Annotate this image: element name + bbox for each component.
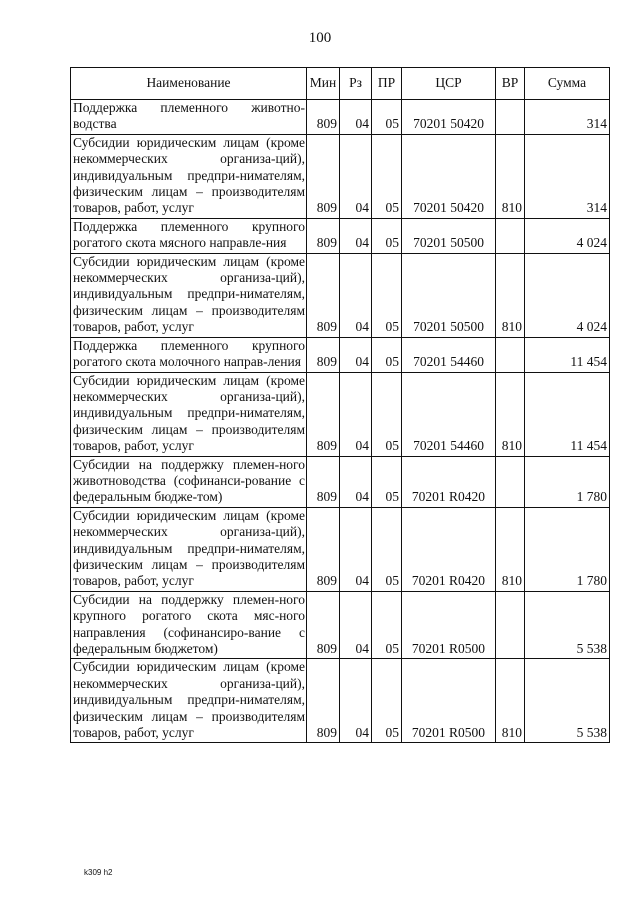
- page-number: 100: [308, 30, 332, 46]
- cell-vr: [496, 337, 525, 372]
- cell-csr: 70201 R0420: [402, 456, 496, 507]
- table-row: [71, 253, 610, 337]
- cell-name: Поддержка племенного крупного рогатого скота молочного направ-ления: [71, 337, 307, 372]
- cell-rz: 04: [340, 507, 372, 591]
- cell-pr: 05: [372, 218, 402, 253]
- cell-pr: 05: [372, 372, 402, 456]
- header-rz: Рз: [340, 68, 372, 100]
- cell-sum: 314: [525, 100, 610, 135]
- cell-csr: 70201 50500: [402, 253, 496, 337]
- cell-vr: [496, 100, 525, 135]
- cell-pr: 05: [372, 337, 402, 372]
- cell-min: 809: [307, 507, 340, 591]
- header-pr: ПР: [372, 68, 402, 100]
- cell-pr: 05: [372, 591, 402, 659]
- cell-csr: 70201 R0500: [402, 591, 496, 659]
- cell-min: 809: [307, 218, 340, 253]
- cell-min: 809: [307, 134, 340, 218]
- table-row: [71, 337, 610, 372]
- table-row: [71, 456, 610, 507]
- cell-vr: [496, 218, 525, 253]
- budget-table: [70, 67, 610, 743]
- cell-sum: 1 780: [525, 456, 610, 507]
- table-row: [71, 507, 610, 591]
- cell-sum: 5 538: [525, 591, 610, 659]
- cell-csr: 70201 50500: [402, 218, 496, 253]
- table-row: [71, 372, 610, 456]
- header-min: Мин: [307, 68, 340, 100]
- cell-rz: 04: [340, 659, 372, 743]
- cell-csr: 70201 54460: [402, 337, 496, 372]
- cell-vr: 810: [496, 372, 525, 456]
- cell-pr: 05: [372, 507, 402, 591]
- cell-pr: 05: [372, 456, 402, 507]
- cell-csr: 70201 50420: [402, 100, 496, 135]
- cell-min: 809: [307, 456, 340, 507]
- cell-min: 809: [307, 372, 340, 456]
- cell-sum: 11 454: [525, 372, 610, 456]
- header-sum: Сумма: [525, 68, 610, 100]
- table-row: [71, 100, 610, 135]
- cell-sum: 11 454: [525, 337, 610, 372]
- cell-csr: 70201 R0500: [402, 659, 496, 743]
- cell-vr: 810: [496, 134, 525, 218]
- table-row: [71, 218, 610, 253]
- cell-vr: 810: [496, 659, 525, 743]
- cell-vr: 810: [496, 253, 525, 337]
- cell-min: 809: [307, 591, 340, 659]
- cell-min: 809: [307, 253, 340, 337]
- table-row: [71, 659, 610, 743]
- cell-sum: 314: [525, 134, 610, 218]
- header-csr: ЦСР: [402, 68, 496, 100]
- cell-rz: 04: [340, 253, 372, 337]
- cell-pr: 05: [372, 134, 402, 218]
- table-header-row: [71, 68, 610, 100]
- cell-csr: 70201 54460: [402, 372, 496, 456]
- cell-vr: 810: [496, 507, 525, 591]
- cell-rz: 04: [340, 337, 372, 372]
- cell-pr: 05: [372, 659, 402, 743]
- cell-rz: 04: [340, 100, 372, 135]
- cell-rz: 04: [340, 134, 372, 218]
- cell-name: Субсидии на поддержку племен-ного животноводства (софинанси-рование с федеральным бюдже-том): [71, 456, 307, 507]
- cell-min: 809: [307, 100, 340, 135]
- cell-name: Поддержка племенного крупного рогатого скота мясного направле-ния: [71, 218, 307, 253]
- cell-vr: [496, 591, 525, 659]
- cell-rz: 04: [340, 372, 372, 456]
- document-code: k309 h2: [84, 868, 113, 877]
- cell-pr: 05: [372, 100, 402, 135]
- header-vr: ВР: [496, 68, 525, 100]
- cell-name: Поддержка племенного животно-водства: [71, 100, 307, 135]
- cell-vr: [496, 456, 525, 507]
- cell-name: Субсидии юридическим лицам (кроме некоммерческих организа-ций), индивидуальным предпри-нимателям, физическим лицам – производителям товаров, работ, услуг: [71, 659, 307, 743]
- cell-name: Субсидии юридическим лицам (кроме некоммерческих организа-ций), индивидуальным предпри-нимателям, физическим лицам – производителям товаров, работ, услуг: [71, 507, 307, 591]
- cell-sum: 5 538: [525, 659, 610, 743]
- cell-name: Субсидии на поддержку племен-ного крупного рогатого скота мяс-ного направления (софинансиро-вание с федеральным бюджетом): [71, 591, 307, 659]
- cell-csr: 70201 50420: [402, 134, 496, 218]
- cell-min: 809: [307, 337, 340, 372]
- table-row: [71, 134, 610, 218]
- cell-rz: 04: [340, 591, 372, 659]
- cell-name: Субсидии юридическим лицам (кроме некоммерческих организа-ций), индивидуальным предпри-нимателям, физическим лицам – производителям товаров, работ, услуг: [71, 253, 307, 337]
- cell-sum: 1 780: [525, 507, 610, 591]
- cell-name: Субсидии юридическим лицам (кроме некоммерческих организа-ций), индивидуальным предпри-нимателям, физическим лицам – производителям товаров, работ, услуг: [71, 134, 307, 218]
- cell-rz: 04: [340, 456, 372, 507]
- cell-rz: 04: [340, 218, 372, 253]
- cell-csr: 70201 R0420: [402, 507, 496, 591]
- cell-pr: 05: [372, 253, 402, 337]
- cell-sum: 4 024: [525, 218, 610, 253]
- table-row: [71, 591, 610, 659]
- header-name: Наименование: [71, 68, 307, 100]
- cell-sum: 4 024: [525, 253, 610, 337]
- cell-name: Субсидии юридическим лицам (кроме некоммерческих организа-ций), индивидуальным предпри-нимателям, физическим лицам – производителям товаров, работ, услуг: [71, 372, 307, 456]
- cell-min: 809: [307, 659, 340, 743]
